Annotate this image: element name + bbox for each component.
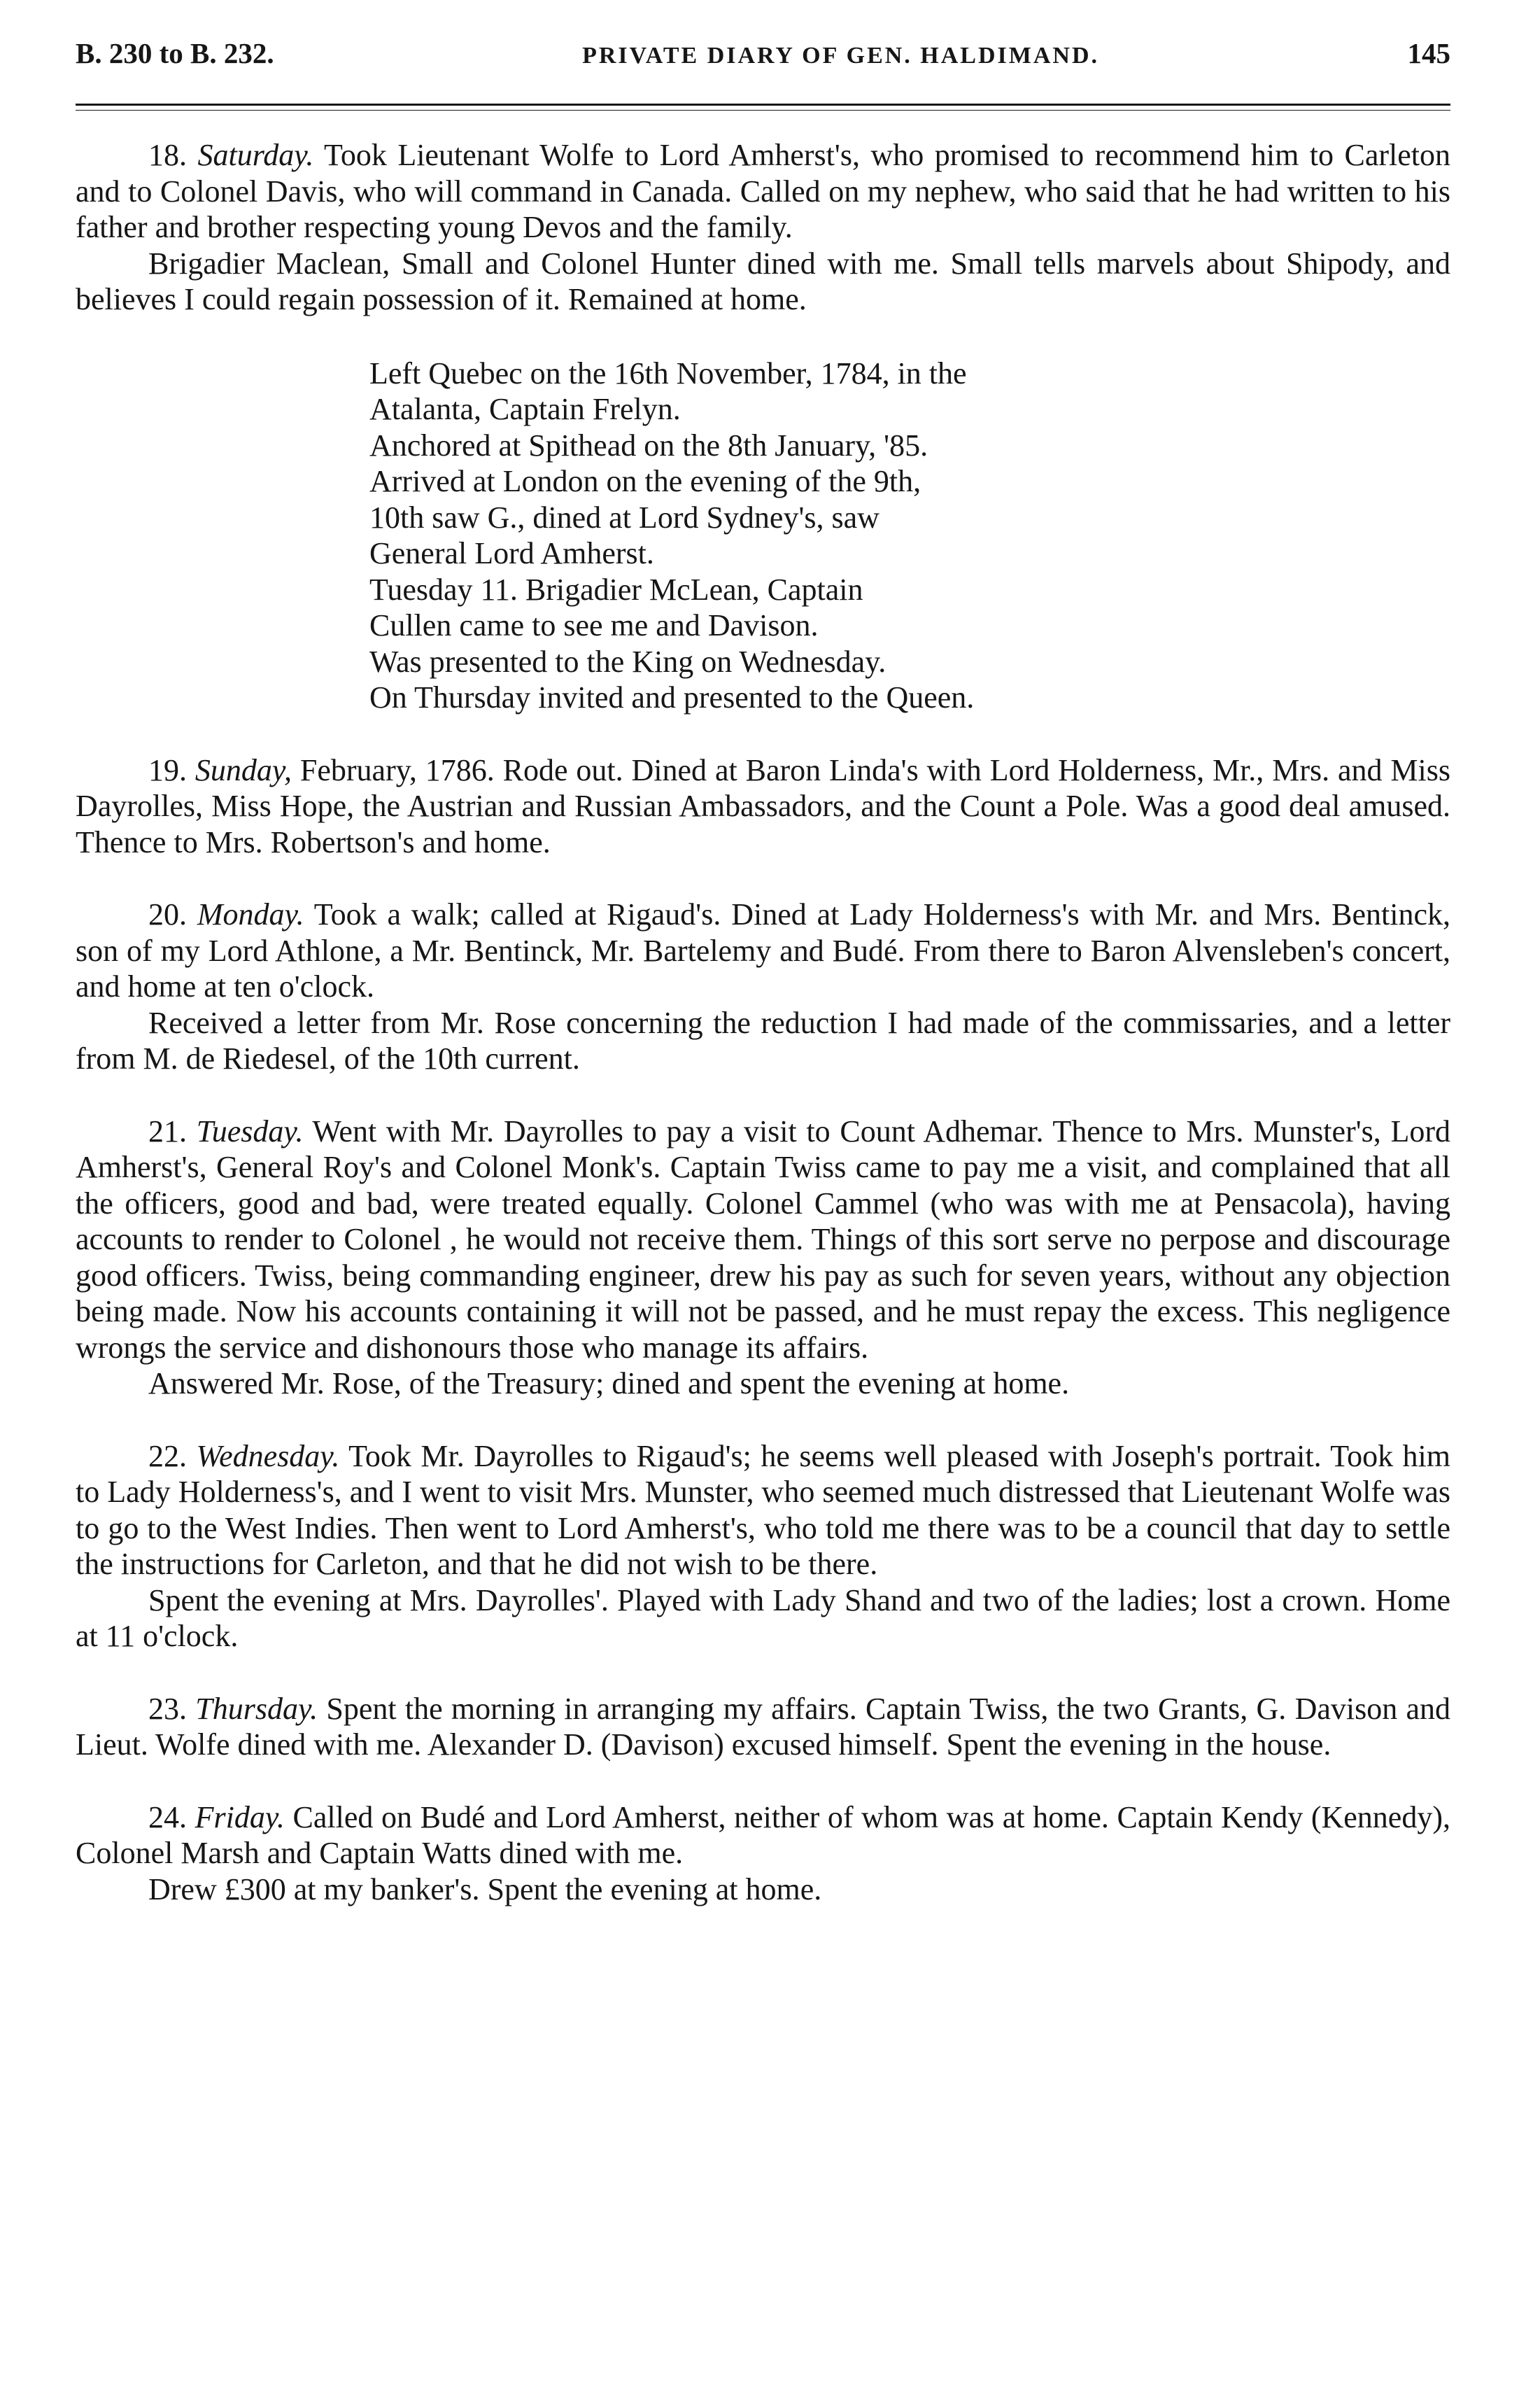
document-page xyxy=(76,36,1450,1907)
entry-day: Tuesday. xyxy=(196,1114,304,1149)
voyage-note-line: General Lord Amherst. xyxy=(369,536,654,570)
diary-entry-21 xyxy=(76,1114,1450,1402)
diary-body xyxy=(76,137,1450,1907)
voyage-note-block xyxy=(369,356,1450,716)
entry-paragraph xyxy=(76,897,1450,1005)
voyage-note-line: Tuesday 11. Brigadier McLean, Captain xyxy=(369,572,863,607)
entry-text: Brigadier Maclean, Small and Colonel Hunter dined with me. Small tells marvels about Shipody, and believes I could regain possession of it. Remained at home. xyxy=(76,246,1450,316)
entry-day: Thursday. xyxy=(195,1691,318,1726)
entry-number: 23. xyxy=(148,1691,187,1726)
entry-text: Took Lieutenant Wolfe to Lord Amherst's, who promised to recommend him to Carleton and to Colonel Davis, who will command in Canada. Called on my nephew, who said that he had written to his father and brother respecting young Devos and the family. xyxy=(76,138,1451,244)
voyage-note-line: On Thursday invited and presented to the Queen. xyxy=(369,680,975,715)
entry-paragraph xyxy=(76,752,1450,861)
entry-paragraph xyxy=(76,1871,1450,1908)
entry-number: 18. xyxy=(148,138,187,172)
diary-entry-20 xyxy=(76,897,1450,1077)
entry-day: Sunday, xyxy=(195,752,292,787)
entry-number: 22. xyxy=(148,1438,187,1473)
diary-entry-18 xyxy=(76,137,1450,318)
entry-paragraph xyxy=(76,1582,1450,1655)
diary-entry-23 xyxy=(76,1691,1450,1763)
entry-day: Saturday. xyxy=(197,138,314,172)
entry-text: Drew £300 at my banker's. Spent the evening at home. xyxy=(148,1871,822,1906)
entry-number: 20. xyxy=(148,897,187,932)
header-rule-thin xyxy=(76,110,1450,111)
voyage-note-line: Atalanta, Captain Frelyn. xyxy=(369,392,681,426)
diary-entry-22 xyxy=(76,1438,1450,1655)
entry-text: February, 1786. Rode out. Dined at Baron Linda's with Lord Holderness, Mr., Mrs. and Miss Dayrolles, Miss Hope, the Austrian and Russian Ambassadors, and the Count a Pole. Was a good deal amused. Thence to Mrs. Robertson's and home. xyxy=(76,752,1450,859)
entry-text: Took Mr. Dayrolles to Rigaud's; he seems well pleased with Joseph's portrait. Took him to Lady Holderness's, and I went to visit Mrs. Munster, who seemed much distressed that Lieutenant Wolfe was to go to the West Indies. Then went to Lord Amherst's, who told me there was to be a council that day to settle the instructions for Carleton, and that he did not wish to be there. xyxy=(76,1438,1451,1581)
diary-entry-19 xyxy=(76,752,1450,861)
entry-paragraph xyxy=(76,1438,1450,1582)
entry-day: Friday. xyxy=(195,1799,285,1834)
entry-number: 21. xyxy=(148,1114,187,1149)
entry-text: Called on Budé and Lord Amherst, neither of whom was at home. Captain Kendy (Kennedy), Colonel Marsh and Captain Watts dined with me. xyxy=(76,1799,1450,1870)
running-header xyxy=(76,36,1450,84)
entry-day: Wednesday. xyxy=(196,1438,340,1473)
entry-text: Went with Mr. Dayrolles to pay a visit to Count Adhemar. Thence to Mrs. Munster's, Lord Amherst's, General Roy's and Colonel Monk's. Captain Twiss came to pay me a visit, and complained that all the officers, good and bad, were treated equally. Colonel Cammel (who was with me at Pensacola), having accounts to render to Colonel , he would not receive them. Things of this sort serve no perpose and discourage good officers. Twiss, being commanding engineer, drew his pay as such for seven years, without any objection being made. Now his accounts containing it will not be passed, and he must repay the excess. This negligence wrongs the service and dishonours those who manage its affairs. xyxy=(76,1114,1450,1365)
entry-paragraph xyxy=(76,1691,1450,1763)
voyage-note-line: Cullen came to see me and Davison. xyxy=(369,608,819,642)
entry-paragraph xyxy=(76,1365,1450,1402)
entry-number: 19. xyxy=(148,752,187,787)
entry-text: Spent the evening at Mrs. Dayrolles'. Played with Lady Shand and two of the ladies; lost a crown. Home at 11 o'clock. xyxy=(76,1582,1450,1653)
page-title: PRIVATE DIARY OF GEN. HALDIMAND. xyxy=(582,43,1100,69)
entry-number: 24. xyxy=(148,1799,187,1834)
voyage-note-line: Was presented to the King on Wednesday. xyxy=(369,644,886,679)
voyage-note-line: Anchored at Spithead on the 8th January, '85. xyxy=(369,428,928,463)
page-number: 145 xyxy=(1407,37,1450,69)
voyage-note-line: 10th saw G., dined at Lord Sydney's, saw xyxy=(369,500,880,535)
entry-paragraph xyxy=(76,1114,1450,1366)
diary-entry-24 xyxy=(76,1799,1450,1908)
entry-paragraph xyxy=(76,1005,1450,1077)
voyage-note-line: Left Quebec on the 16th November, 1784, in the xyxy=(369,356,967,391)
entry-text: Spent the morning in arranging my affairs. Captain Twiss, the two Grants, G. Davison and Lieut. Wolfe dined with me. Alexander D. (Davison) excused himself. Spent the evening in the house. xyxy=(76,1691,1451,1762)
voyage-note-line: Arrived at London on the evening of the 9th, xyxy=(369,464,921,498)
page-range: B. 230 to B. 232. xyxy=(76,37,274,69)
entry-paragraph xyxy=(76,1799,1450,1871)
header-rule-thick xyxy=(76,104,1450,106)
entry-paragraph xyxy=(76,137,1450,246)
entry-text: Answered Mr. Rose, of the Treasury; dined and spent the evening at home. xyxy=(148,1366,1070,1400)
entry-text: Received a letter from Mr. Rose concerning the reduction I had made of the commissaries, and a letter from M. de Riedesel, of the 10th current. xyxy=(76,1005,1450,1076)
entry-day: Monday. xyxy=(197,897,304,932)
entry-paragraph xyxy=(76,246,1450,318)
entry-text: Took a walk; called at Rigaud's. Dined at Lady Holderness's with Mr. and Mrs. Bentinck, son of my Lord Athlone, a Mr. Bentinck, Mr. Bartelemy and Budé. From there to Baron Alvensleben's concert, and home at ten o'clock. xyxy=(76,897,1450,1004)
